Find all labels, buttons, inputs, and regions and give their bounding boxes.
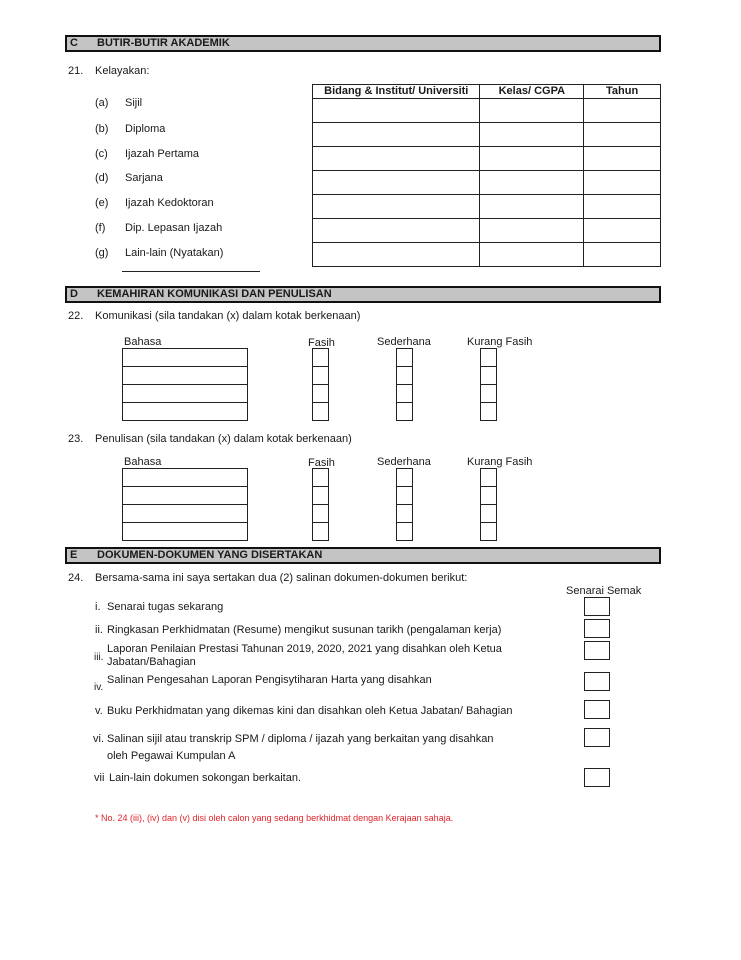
doc-key [94,647,104,663]
checkbox[interactable] [397,385,412,403]
checkbox[interactable] [481,403,496,421]
qual-label: Lain-lain (Nyatakan) [125,247,224,259]
other-qualification-line[interactable] [122,271,260,272]
doc-key: ii. [95,624,103,636]
checkbox[interactable] [397,367,412,385]
doc-key: vi. [93,733,104,745]
checkbox[interactable] [313,523,328,541]
checkbox[interactable] [313,349,328,367]
column-label-fasih: Fasih [308,337,335,349]
language-input[interactable] [123,349,247,367]
table-row [313,99,661,123]
table-row [313,171,661,195]
column-label-sederhana: Sederhana [377,336,431,348]
doc-key-text: iii. [94,652,104,663]
column-label-sederhana: Sederhana [377,456,431,468]
field-cell[interactable] [313,99,480,123]
language-input[interactable] [123,385,247,403]
column-label-bahasa: Bahasa [124,456,162,468]
question-number: 22. [68,310,84,322]
table-row [313,195,661,219]
qual-label: Sarjana [125,172,163,184]
table-header-row [313,85,661,99]
qualification-table [312,84,661,267]
qual-key: (f) [95,222,106,234]
cgpa-cell[interactable] [480,123,584,147]
field-cell[interactable] [313,219,480,243]
checkbox[interactable] [313,403,328,421]
checklist-checkbox[interactable] [584,700,610,719]
field-cell[interactable] [313,147,480,171]
section-title: BUTIR-BUTIR AKADEMIK [97,37,230,49]
checkbox[interactable] [397,487,412,505]
doc-label: Salinan Pengesahan Laporan Pengisytiharan Harta yang disahkan [107,674,432,686]
column-label-kurang-fasih: Kurang Fasih [467,336,533,348]
doc-key: vii [94,772,105,784]
checkbox[interactable] [313,505,328,523]
qual-label: Ijazah Kedoktoran [125,197,214,209]
writing-kurang-fasih-checkboxes [480,468,497,541]
checkbox[interactable] [481,523,496,541]
year-cell[interactable] [584,123,661,147]
doc-label-cont: Jabatan/Bahagian [107,656,196,668]
language-input[interactable] [123,487,247,505]
doc-label: Ringkasan Perkhidmatan (Resume) mengikut susunan tarikh (pengalaman kerja) [107,624,502,636]
checkbox[interactable] [397,349,412,367]
table-row [313,243,661,267]
field-cell[interactable] [313,123,480,147]
checkbox[interactable] [481,385,496,403]
column-header: Tahun [584,85,661,99]
doc-label: Salinan sijil atau transkrip SPM / diploma / ijazah yang berkaitan yang disahkan [107,733,494,745]
checkbox[interactable] [481,349,496,367]
cgpa-cell[interactable] [480,99,584,123]
checklist-header: Senarai Semak [566,585,642,597]
communication-kurang-fasih-checkboxes [480,348,497,421]
question-label: Bersama-sama ini saya sertakan dua (2) salinan dokumen-dokumen berikut: [95,572,468,584]
communication-fasih-checkboxes [312,348,329,421]
language-input[interactable] [123,505,247,523]
footnote: * No. 24 (iii), (iv) dan (v) disi oleh calon yang sedang berkhidmat dengan Kerajaan sahaja. [95,813,454,823]
checkbox[interactable] [481,487,496,505]
doc-key: i. [95,601,101,613]
qual-label: Dip. Lepasan Ijazah [125,222,223,234]
column-header: Bidang & Institut/ Universiti [313,85,480,99]
writing-fasih-checkboxes [312,468,329,541]
column-label-bahasa: Bahasa [124,336,162,348]
doc-label: Laporan Penilaian Prestasi Tahunan 2019, 2020, 2021 yang disahkan oleh Ketua [107,643,502,655]
checkbox[interactable] [397,523,412,541]
checkbox[interactable] [397,469,412,487]
checkbox[interactable] [397,403,412,421]
checklist-checkbox[interactable] [584,619,610,638]
question-label: Penulisan (sila tandakan (x) dalam kotak berkenaan) [95,433,352,445]
cgpa-cell[interactable] [480,171,584,195]
cgpa-cell[interactable] [480,195,584,219]
checklist-checkbox[interactable] [584,728,610,747]
qual-key: (c) [95,148,108,160]
language-input[interactable] [123,523,247,541]
section-title: KEMAHIRAN KOMUNIKASI DAN PENULISAN [97,288,332,300]
section-letter: E [70,549,78,561]
year-cell[interactable] [584,219,661,243]
question-number: 23. [68,433,84,445]
doc-label: Lain-lain dokumen sokongan berkaitan. [109,772,302,784]
language-input[interactable] [123,367,247,385]
checkbox[interactable] [313,487,328,505]
year-cell[interactable] [584,243,661,267]
table-row [313,219,661,243]
qual-key: (b) [95,123,109,135]
checklist-checkbox[interactable] [584,641,610,660]
question-number: 24. [68,572,84,584]
year-cell[interactable] [584,171,661,195]
qual-key: (g) [95,247,109,259]
section-d-header [65,286,661,303]
doc-key [94,677,104,693]
cgpa-cell[interactable] [480,147,584,171]
checklist-checkbox[interactable] [584,768,610,787]
column-label-kurang-fasih: Kurang Fasih [467,456,533,468]
field-cell[interactable] [313,243,480,267]
checkbox[interactable] [481,469,496,487]
section-letter: C [70,37,78,49]
table-row [313,147,661,171]
language-input[interactable] [123,469,247,487]
column-label-fasih: Fasih [308,457,335,469]
field-cell[interactable] [313,195,480,219]
year-cell[interactable] [584,195,661,219]
field-cell[interactable] [313,171,480,195]
section-c-header [65,35,661,52]
writing-sederhana-checkboxes [396,468,413,541]
qual-label: Sijil [125,97,143,109]
checklist-checkbox[interactable] [584,672,610,691]
table-row [313,123,661,147]
checkbox[interactable] [313,367,328,385]
qual-key: (d) [95,172,109,184]
doc-label: Senarai tugas sekarang [107,601,224,613]
checkbox[interactable] [313,385,328,403]
qual-key: (e) [95,197,109,209]
section-e-header [65,547,661,564]
communication-sederhana-checkboxes [396,348,413,421]
communication-language-inputs [122,348,248,421]
qual-key: (a) [95,97,109,109]
checklist-checkbox[interactable] [584,597,610,616]
checkbox[interactable] [481,505,496,523]
qual-label: Diploma [125,123,166,135]
year-cell[interactable] [584,99,661,123]
year-cell[interactable] [584,147,661,171]
checkbox[interactable] [397,505,412,523]
question-label: Kelayakan: [95,65,150,77]
qual-label: Ijazah Pertama [125,148,199,160]
doc-label: Buku Perkhidmatan yang dikemas kini dan disahkan oleh Ketua Jabatan/ Bahagian [107,705,513,717]
question-label: Komunikasi (sila tandakan (x) dalam kotak berkenaan) [95,310,361,322]
cgpa-cell[interactable] [480,219,584,243]
doc-label-cont: oleh Pegawai Kumpulan A [107,750,236,762]
question-number: 21. [68,65,84,77]
doc-key: v. [95,705,103,717]
section-letter: D [70,288,78,300]
doc-key-text: iv. [94,682,104,693]
checkbox[interactable] [313,469,328,487]
language-input[interactable] [123,403,247,421]
checkbox[interactable] [481,367,496,385]
section-title: DOKUMEN-DOKUMEN YANG DISERTAKAN [97,549,323,561]
writing-language-inputs [122,468,248,541]
column-header: Kelas/ CGPA [480,85,584,99]
cgpa-cell[interactable] [480,243,584,267]
